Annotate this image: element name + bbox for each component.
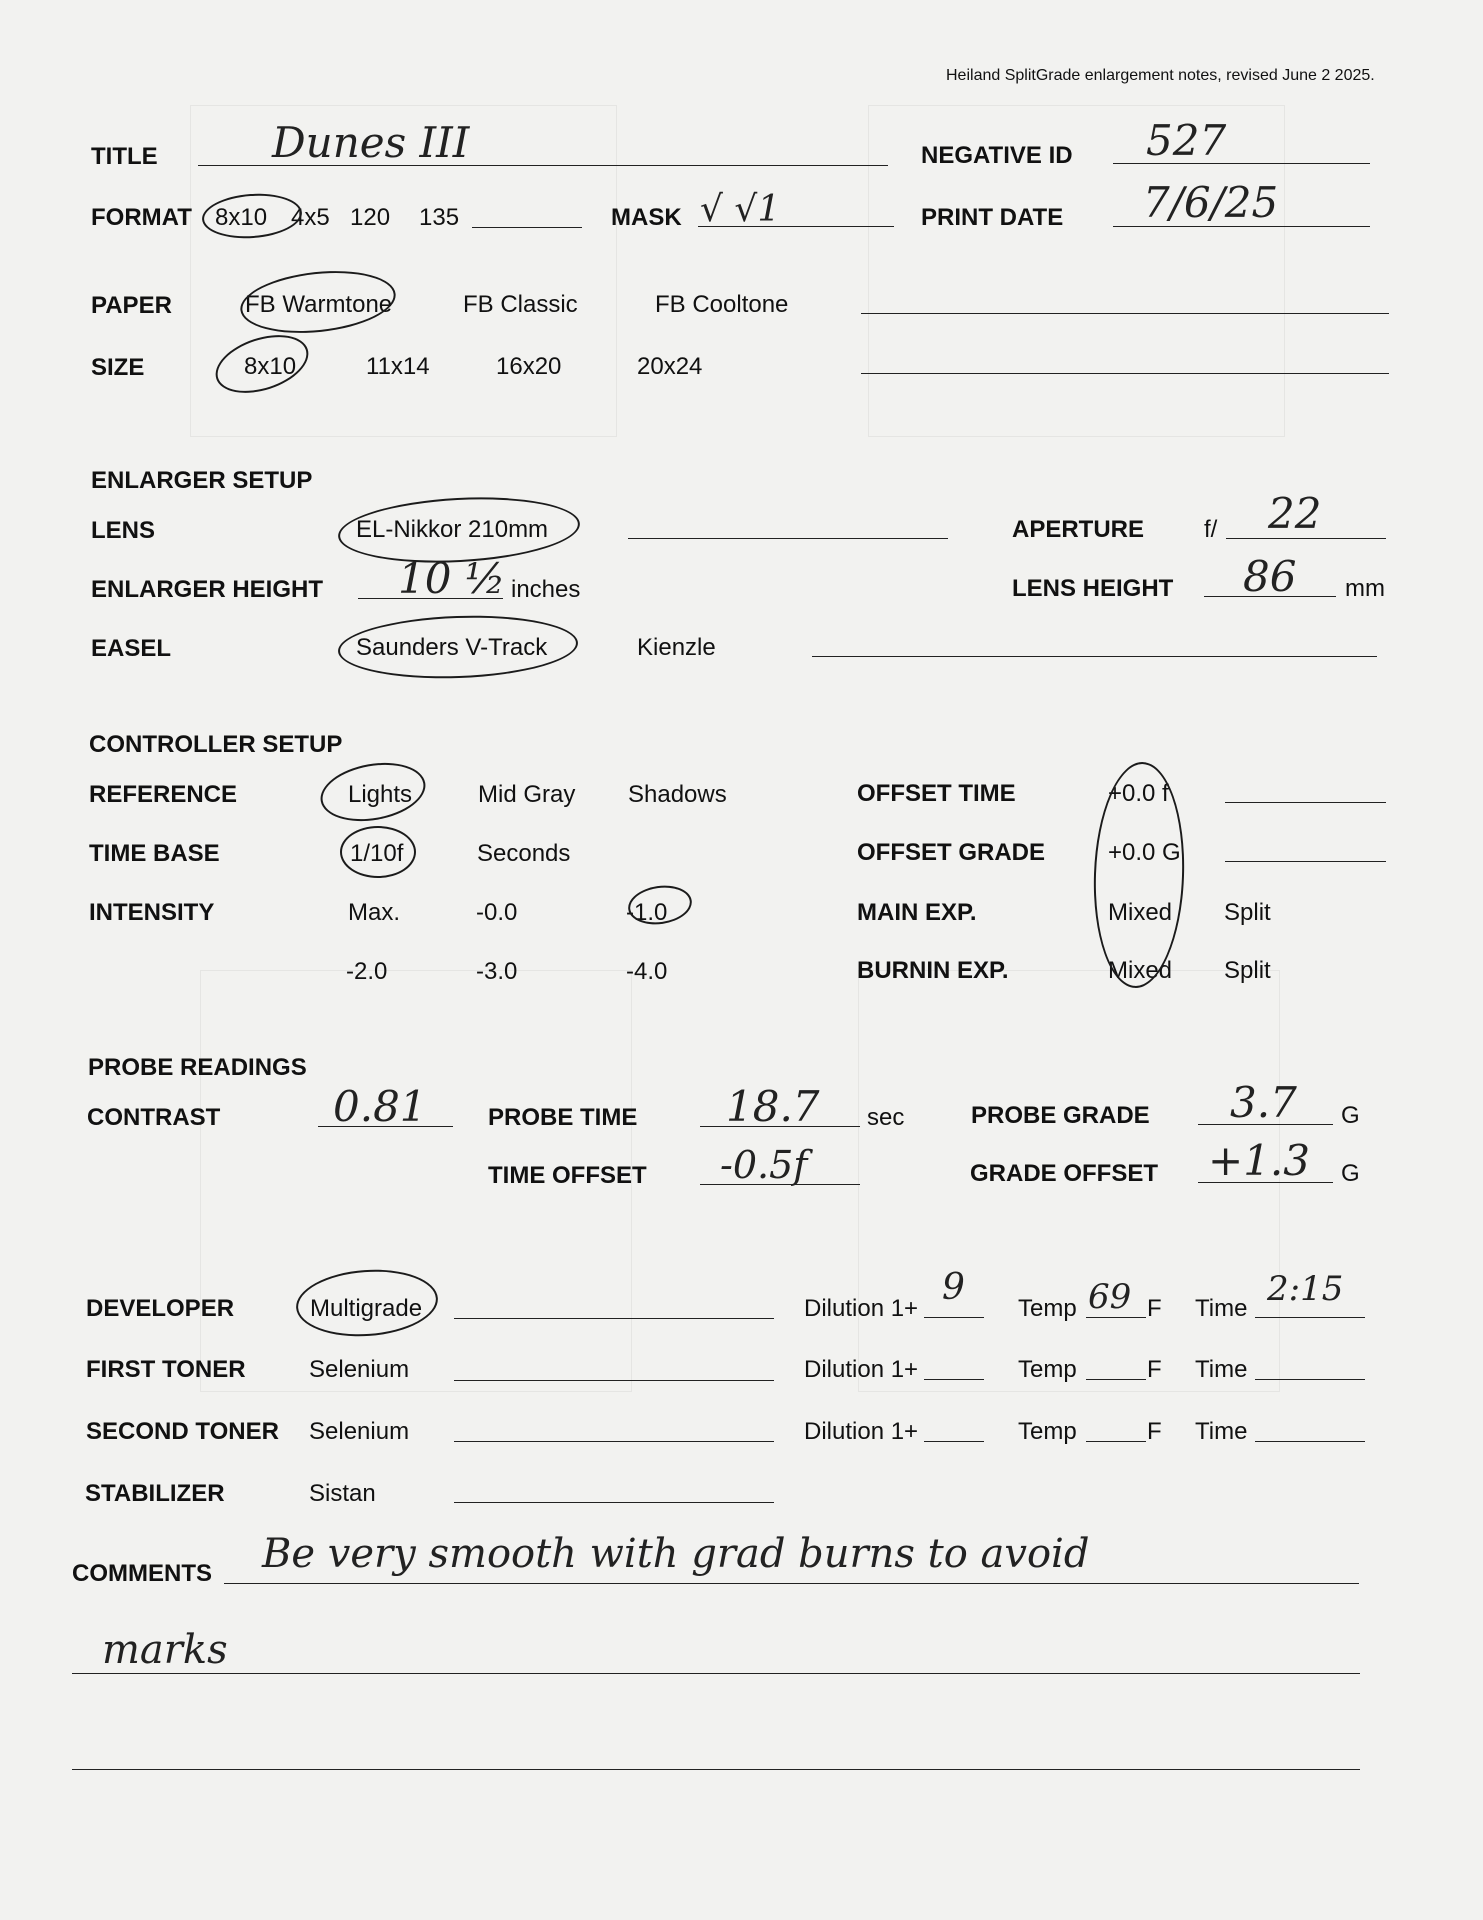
burnin-exp-label: BURNIN EXP. (857, 957, 1009, 984)
size-option-8x10[interactable]: 8x10 (244, 353, 297, 380)
intensity-option-max[interactable]: Max. (348, 899, 401, 926)
comments-text-line-1: Be very smooth with grad burns to avoid (262, 1531, 1090, 1577)
time-offset-label: TIME OFFSET (488, 1162, 647, 1189)
offset-time-label: OFFSET TIME (857, 780, 1016, 807)
stabilizer-label: STABILIZER (85, 1480, 225, 1507)
offset-time-line[interactable] (1225, 802, 1386, 803)
mask-value: √ √1 (700, 189, 781, 230)
first-toner-time-line[interactable] (1255, 1379, 1365, 1380)
stabilizer-option-sistan[interactable]: Sistan (309, 1480, 376, 1507)
comments-line-3[interactable] (72, 1769, 1360, 1770)
probe-time-unit: sec (867, 1104, 905, 1131)
offset-grade-line[interactable] (1225, 861, 1386, 862)
mask-label: MASK (611, 204, 682, 231)
developer-dilution-value: 9 (942, 1267, 965, 1308)
enlarger-height-value: 10 ½ (398, 554, 506, 603)
format-option-4x5[interactable]: 4x5 (291, 204, 330, 231)
first-toner-label: FIRST TONER (86, 1356, 246, 1383)
reference-selected-circle (316, 755, 430, 829)
intensity-option-0[interactable]: -0.0 (476, 899, 518, 926)
size-option-16x20[interactable]: 16x20 (496, 353, 562, 380)
paper-option-fb-cooltone[interactable]: FB Cooltone (655, 291, 789, 318)
easel-option-kienzle[interactable]: Kienzle (637, 634, 716, 661)
developer-time-line[interactable] (1255, 1317, 1365, 1318)
developer-other-line[interactable] (454, 1318, 774, 1319)
format-option-135[interactable]: 135 (419, 204, 460, 231)
negative-id-label: NEGATIVE ID (921, 142, 1073, 169)
probe-grade-unit: G (1341, 1102, 1360, 1129)
second-toner-temp-label: Temp (1018, 1418, 1077, 1445)
burnin-exp-option-split[interactable]: Split (1224, 957, 1271, 984)
developer-temp-label: Temp (1018, 1295, 1077, 1322)
timebase-selected-circle (340, 826, 416, 878)
lens-other-line[interactable] (628, 538, 948, 539)
first-toner-dilution-line[interactable] (924, 1379, 984, 1380)
intensity-option-4[interactable]: -4.0 (626, 958, 668, 985)
offset-grade-label: OFFSET GRADE (857, 839, 1046, 866)
grade-offset-label: GRADE OFFSET (970, 1160, 1159, 1187)
paper-label: PAPER (91, 292, 172, 319)
developer-label: DEVELOPER (86, 1295, 235, 1322)
offset-time-value[interactable]: +0.0 f (1108, 780, 1169, 807)
developer-dilution-line[interactable] (924, 1317, 984, 1318)
format-label: FORMAT (91, 204, 192, 231)
developer-time-value: 2:15 (1267, 1269, 1344, 1309)
first-toner-time-label: Time (1195, 1356, 1248, 1383)
enlarger-height-unit: inches (511, 576, 581, 603)
lens-label: LENS (91, 517, 156, 544)
comments-line-1[interactable] (224, 1583, 1359, 1584)
timebase-option-seconds[interactable]: Seconds (477, 840, 571, 867)
first-toner-option-selenium[interactable]: Selenium (309, 1356, 410, 1383)
comments-line-2[interactable] (72, 1673, 1360, 1674)
reference-label: REFERENCE (89, 781, 238, 808)
print-date-value: 7/6/25 (1143, 178, 1279, 227)
paper-other-line[interactable] (861, 313, 1389, 314)
stabilizer-other-line[interactable] (454, 1502, 774, 1503)
enlarger-heading: ENLARGER SETUP (91, 467, 313, 494)
second-toner-time-line[interactable] (1255, 1441, 1365, 1442)
reference-option-lights[interactable]: Lights (348, 781, 413, 808)
developer-dilution-label: Dilution 1+ (804, 1295, 919, 1322)
print-date-label: PRINT DATE (921, 204, 1064, 231)
probe-time-value: 18.7 (726, 1082, 820, 1131)
format-other-line[interactable] (472, 227, 582, 228)
first-toner-dilution-label: Dilution 1+ (804, 1356, 919, 1383)
paper-option-fb-warmtone[interactable]: FB Warmtone (245, 291, 393, 318)
second-toner-dilution-line[interactable] (924, 1441, 984, 1442)
first-toner-temp-line[interactable] (1086, 1379, 1146, 1380)
size-label: SIZE (91, 354, 145, 381)
easel-label: EASEL (91, 635, 172, 662)
comments-text-line-2: marks (102, 1627, 228, 1673)
size-option-20x24[interactable]: 20x24 (637, 353, 703, 380)
main-exp-option-split[interactable]: Split (1224, 899, 1271, 926)
intensity-option-3[interactable]: -3.0 (476, 958, 518, 985)
size-other-line[interactable] (861, 373, 1389, 374)
intensity-label: INTENSITY (89, 899, 215, 926)
timebase-label: TIME BASE (89, 840, 220, 867)
lens-height-unit: mm (1345, 575, 1385, 602)
offset-grade-value[interactable]: +0.0 G (1108, 839, 1181, 866)
probe-time-label: PROBE TIME (488, 1104, 638, 1131)
format-option-120[interactable]: 120 (350, 204, 391, 231)
main-exp-option-mixed[interactable]: Mixed (1108, 899, 1173, 926)
lens-height-label: LENS HEIGHT (1012, 575, 1174, 602)
title-value: Dunes III (272, 118, 470, 167)
developer-temp-unit: F (1147, 1295, 1162, 1322)
second-toner-option-selenium[interactable]: Selenium (309, 1418, 410, 1445)
aperture-line[interactable] (1226, 538, 1386, 539)
probe-grade-label: PROBE GRADE (971, 1102, 1150, 1129)
developer-option-multigrade[interactable]: Multigrade (310, 1295, 423, 1322)
format-option-8x10[interactable]: 8x10 (215, 204, 268, 231)
aperture-label: APERTURE (1012, 516, 1145, 543)
developer-temp-line[interactable] (1086, 1317, 1146, 1318)
easel-selected-circle (337, 612, 579, 682)
time-offset-value: -0.5f (720, 1143, 808, 1187)
first-toner-other-line[interactable] (454, 1380, 774, 1381)
contrast-label: CONTRAST (87, 1104, 221, 1131)
aperture-value: 22 (1268, 489, 1322, 538)
aperture-prefix: f/ (1204, 516, 1218, 543)
header-note: Heiland SplitGrade enlargement notes, revised June 2 2025. (946, 67, 1375, 84)
timebase-option-tenth-f[interactable]: 1/10f (350, 840, 404, 867)
second-toner-time-label: Time (1195, 1418, 1248, 1445)
second-toner-dilution-label: Dilution 1+ (804, 1418, 919, 1445)
title-label: TITLE (91, 143, 158, 170)
burnin-exp-option-mixed[interactable]: Mixed (1108, 957, 1173, 984)
reference-option-mid-gray[interactable]: Mid Gray (478, 781, 576, 808)
developer-temp-value: 69 (1088, 1277, 1132, 1317)
second-toner-other-line[interactable] (454, 1441, 774, 1442)
lens-option-el-nikkor[interactable]: EL-Nikkor 210mm (356, 516, 549, 543)
negative-id-value: 527 (1146, 116, 1227, 165)
lens-height-value: 86 (1243, 552, 1297, 601)
probe-heading: PROBE READINGS (88, 1054, 307, 1081)
probe-grade-value: 3.7 (1230, 1078, 1297, 1127)
main-exp-label: MAIN EXP. (857, 899, 977, 926)
size-option-11x14[interactable]: 11x14 (366, 353, 430, 380)
contrast-value: 0.81 (333, 1082, 427, 1131)
easel-option-saunders[interactable]: Saunders V-Track (356, 634, 548, 661)
controller-selected-oval (1090, 760, 1188, 989)
intensity-option-1[interactable]: -1.0 (626, 899, 668, 926)
first-toner-temp-label: Temp (1018, 1356, 1077, 1383)
first-toner-temp-unit: F (1147, 1356, 1162, 1383)
grade-offset-unit: G (1341, 1160, 1360, 1187)
second-toner-label: SECOND TONER (86, 1418, 279, 1445)
paper-option-fb-classic[interactable]: FB Classic (463, 291, 578, 318)
developer-time-label: Time (1195, 1295, 1248, 1322)
comments-label: COMMENTS (72, 1560, 212, 1587)
intensity-option-2[interactable]: -2.0 (346, 958, 388, 985)
second-toner-temp-unit: F (1147, 1418, 1162, 1445)
second-toner-temp-line[interactable] (1086, 1441, 1146, 1442)
grade-offset-value: +1.3 (1208, 1136, 1310, 1185)
easel-other-line[interactable] (812, 656, 1377, 657)
enlarger-height-label: ENLARGER HEIGHT (91, 576, 324, 603)
controller-heading: CONTROLLER SETUP (89, 731, 343, 758)
reference-option-shadows[interactable]: Shadows (628, 781, 727, 808)
